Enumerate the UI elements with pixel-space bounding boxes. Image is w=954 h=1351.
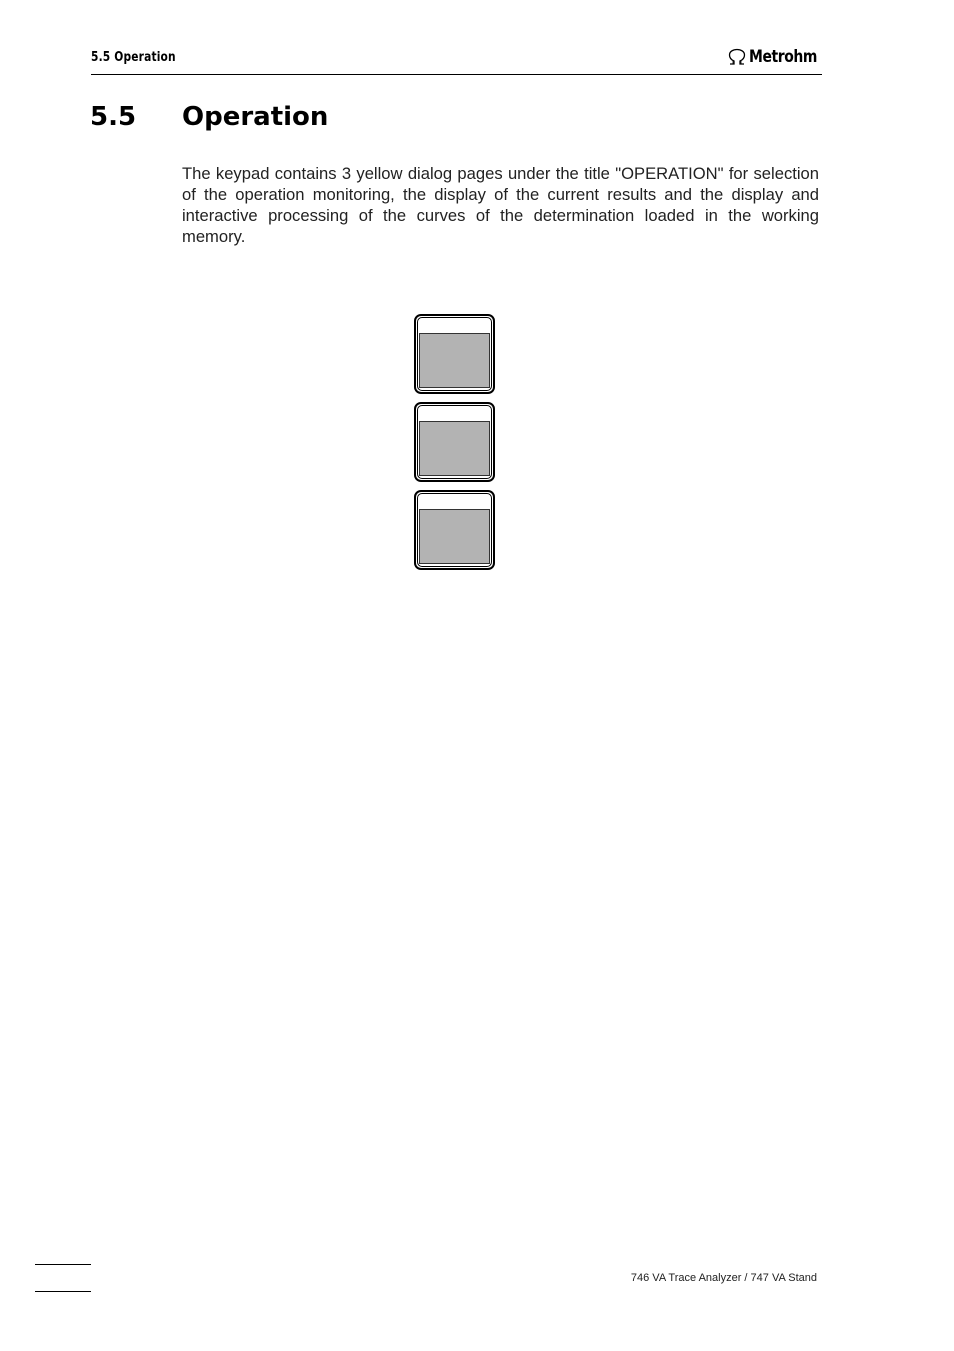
section-number: 5.5 — [90, 102, 137, 132]
operation-key-2[interactable] — [414, 402, 495, 482]
footer-product: 746 VA Trace Analyzer / 747 VA Stand — [630, 1272, 817, 1284]
operation-key-1[interactable] — [414, 314, 495, 394]
operation-key-3[interactable] — [414, 490, 495, 570]
footer-rule-bottom — [35, 1291, 91, 1292]
key-face — [419, 509, 490, 564]
section-title: Operation — [182, 102, 329, 132]
running-header-section: 5.5 Operation — [91, 50, 176, 65]
footer-rule-top — [35, 1264, 91, 1265]
key-face — [419, 421, 490, 476]
intro-paragraph: The keypad contains 3 yellow dialog pages under the title "OPERATION" for selection of the operation monitoring, the display of the current results and the display and interactive processing of the curves of the determination loaded in the working memory. — [182, 164, 819, 246]
omega-logo-icon — [727, 48, 747, 66]
key-face — [419, 333, 490, 388]
header-divider — [91, 74, 822, 75]
brand-name: Metrohm — [749, 47, 818, 67]
brand-logo — [727, 47, 821, 67]
